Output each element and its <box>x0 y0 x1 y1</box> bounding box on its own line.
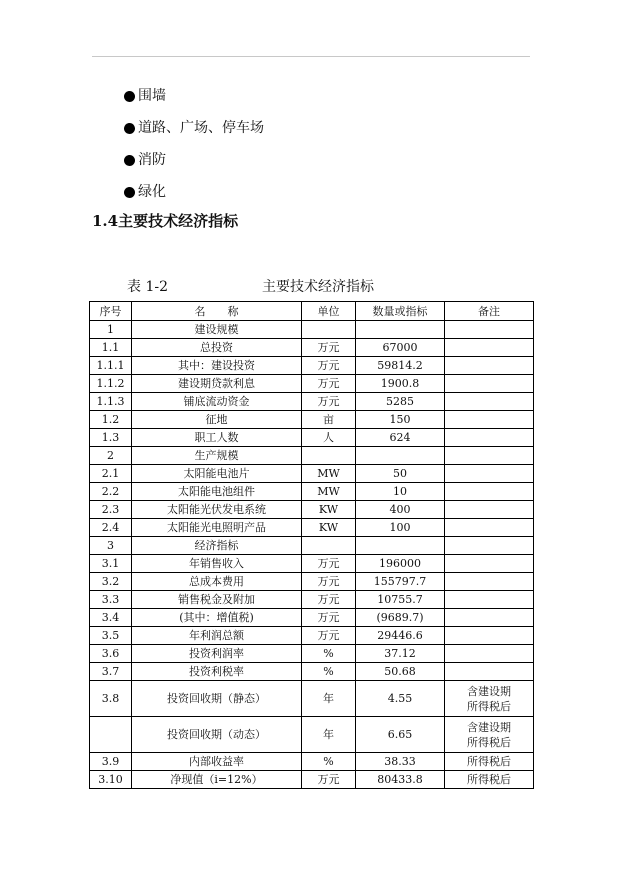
cell-value: 624 <box>356 429 445 447</box>
cell-unit: 万元 <box>302 357 356 375</box>
list-item-text: 绿化 <box>138 184 166 200</box>
table-row <box>90 375 534 393</box>
table-row <box>90 663 534 681</box>
cell-name: 太阳能光伏发电系统 <box>132 501 302 519</box>
cell-value: 6.65 <box>356 717 445 753</box>
cell-name: 投资利税率 <box>132 663 302 681</box>
bullet-dot-icon <box>124 155 135 166</box>
cell-name: 总成本费用 <box>132 573 302 591</box>
cell-name: (其中：增值税) <box>132 609 302 627</box>
table-row <box>90 555 534 573</box>
list-item <box>124 112 264 144</box>
cell-remark <box>445 429 534 447</box>
cell-unit: 万元 <box>302 555 356 573</box>
list-item-text: 道路、广场、停车场 <box>138 120 264 136</box>
cell-name: 太阳能光电照明产品 <box>132 519 302 537</box>
table-row <box>90 465 534 483</box>
table-row <box>90 429 534 447</box>
cell-value: 4.55 <box>356 681 445 717</box>
section-heading: 1.4主要技术经济指标 <box>92 212 239 230</box>
cell-unit: 万元 <box>302 339 356 357</box>
table-row <box>90 321 534 339</box>
bullet-dot-icon <box>124 187 135 198</box>
cell-unit: 万元 <box>302 627 356 645</box>
header-seq: 序号 <box>90 302 132 321</box>
cell-remark <box>445 411 534 429</box>
list-item <box>124 176 264 208</box>
cell-remark <box>445 537 534 555</box>
cell-unit: 人 <box>302 429 356 447</box>
cell-remark <box>445 627 534 645</box>
cell-remark <box>445 483 534 501</box>
cell-unit: 万元 <box>302 771 356 789</box>
cell-remark <box>445 717 534 753</box>
cell-remark <box>445 645 534 663</box>
indicators-table <box>89 301 534 789</box>
bullet-dot-icon <box>124 123 135 134</box>
list-item <box>124 144 264 176</box>
cell-seq: 2.1 <box>90 465 132 483</box>
header-remark: 备注 <box>445 302 534 321</box>
cell-unit: % <box>302 753 356 771</box>
cell-remark: 所得税后 <box>445 771 534 789</box>
cell-unit: KW <box>302 519 356 537</box>
cell-remark <box>445 465 534 483</box>
cell-value: 150 <box>356 411 445 429</box>
cell-seq: 1.2 <box>90 411 132 429</box>
header-value: 数量或指标 <box>356 302 445 321</box>
cell-value: 38.33 <box>356 753 445 771</box>
table-header-row <box>90 302 534 321</box>
cell-name: 太阳能电池片 <box>132 465 302 483</box>
cell-value: 67000 <box>356 339 445 357</box>
cell-name: 征地 <box>132 411 302 429</box>
cell-name: 其中：建设投资 <box>132 357 302 375</box>
bullet-list <box>124 80 264 208</box>
table-caption-number: 表 1-2 <box>127 279 168 295</box>
header-unit: 单位 <box>302 302 356 321</box>
list-item-text: 围墙 <box>138 88 166 104</box>
cell-unit: MW <box>302 483 356 501</box>
table-row <box>90 771 534 789</box>
cell-unit: % <box>302 645 356 663</box>
cell-remark <box>445 321 534 339</box>
cell-unit: 年 <box>302 717 356 753</box>
cell-name: 投资回收期（动态） <box>132 717 302 753</box>
cell-value: 196000 <box>356 555 445 573</box>
cell-name: 铺底流动资金 <box>132 393 302 411</box>
cell-seq: 3.1 <box>90 555 132 573</box>
cell-remark <box>445 375 534 393</box>
table-row <box>90 501 534 519</box>
table-row <box>90 519 534 537</box>
cell-remark <box>445 447 534 465</box>
cell-remark <box>445 681 534 717</box>
cell-name: 总投资 <box>132 339 302 357</box>
cell-name: 经济指标 <box>132 537 302 555</box>
cell-unit: 年 <box>302 681 356 717</box>
table-row <box>90 573 534 591</box>
table-row <box>90 753 534 771</box>
cell-seq: 3.7 <box>90 663 132 681</box>
cell-seq: 1.1.2 <box>90 375 132 393</box>
cell-remark <box>445 519 534 537</box>
cell-seq: 1.1.1 <box>90 357 132 375</box>
cell-seq: 3.9 <box>90 753 132 771</box>
cell-name: 年利润总额 <box>132 627 302 645</box>
table-row <box>90 609 534 627</box>
table-row <box>90 483 534 501</box>
bullet-dot-icon <box>124 91 135 102</box>
remark-line: 所得税后 <box>467 735 511 749</box>
table-row <box>90 591 534 609</box>
cell-seq: 3.3 <box>90 591 132 609</box>
cell-unit: 万元 <box>302 375 356 393</box>
cell-name: 净现值（i=12%） <box>132 771 302 789</box>
table-row <box>90 537 534 555</box>
cell-value: 100 <box>356 519 445 537</box>
cell-seq: 3 <box>90 537 132 555</box>
cell-name: 投资利润率 <box>132 645 302 663</box>
remark-line: 含建设期 <box>467 684 511 698</box>
cell-name: 生产规模 <box>132 447 302 465</box>
cell-unit <box>302 447 356 465</box>
cell-unit: 亩 <box>302 411 356 429</box>
cell-unit: 万元 <box>302 609 356 627</box>
table-row <box>90 645 534 663</box>
cell-seq: 3.6 <box>90 645 132 663</box>
cell-name: 内部收益率 <box>132 753 302 771</box>
table-row <box>90 357 534 375</box>
cell-seq: 1.1.3 <box>90 393 132 411</box>
cell-value: 10755.7 <box>356 591 445 609</box>
cell-value <box>356 321 445 339</box>
cell-unit: 万元 <box>302 393 356 411</box>
cell-name: 年销售收入 <box>132 555 302 573</box>
cell-value: 155797.7 <box>356 573 445 591</box>
cell-seq: 2.2 <box>90 483 132 501</box>
cell-value <box>356 447 445 465</box>
table-row <box>90 339 534 357</box>
cell-remark <box>445 591 534 609</box>
cell-seq: 3.5 <box>90 627 132 645</box>
cell-value: (9689.7) <box>356 609 445 627</box>
cell-seq: 1 <box>90 321 132 339</box>
cell-value: 29446.6 <box>356 627 445 645</box>
table-row <box>90 681 534 717</box>
cell-seq: 2.3 <box>90 501 132 519</box>
cell-value: 50.68 <box>356 663 445 681</box>
cell-name: 投资回收期（静态） <box>132 681 302 717</box>
page-header-rule <box>92 56 530 57</box>
cell-value: 59814.2 <box>356 357 445 375</box>
list-item <box>124 80 264 112</box>
cell-name: 太阳能电池组件 <box>132 483 302 501</box>
table-row <box>90 717 534 753</box>
cell-remark <box>445 357 534 375</box>
cell-remark <box>445 573 534 591</box>
table-caption-title: 主要技术经济指标 <box>262 279 374 295</box>
cell-value: 10 <box>356 483 445 501</box>
cell-seq: 3.2 <box>90 573 132 591</box>
cell-remark <box>445 609 534 627</box>
cell-seq: 3.8 <box>90 681 132 717</box>
table-row <box>90 393 534 411</box>
list-item-text: 消防 <box>138 152 166 168</box>
cell-unit: 万元 <box>302 573 356 591</box>
cell-name: 建设期贷款利息 <box>132 375 302 393</box>
cell-unit: % <box>302 663 356 681</box>
table-row <box>90 447 534 465</box>
cell-name: 建设规模 <box>132 321 302 339</box>
cell-unit <box>302 321 356 339</box>
cell-value: 400 <box>356 501 445 519</box>
cell-remark <box>445 555 534 573</box>
cell-remark <box>445 501 534 519</box>
cell-remark <box>445 393 534 411</box>
cell-value: 5285 <box>356 393 445 411</box>
header-name: 名 称 <box>132 302 302 321</box>
cell-value: 37.12 <box>356 645 445 663</box>
cell-seq: 3.10 <box>90 771 132 789</box>
cell-value: 1900.8 <box>356 375 445 393</box>
cell-unit: MW <box>302 465 356 483</box>
remark-line: 含建设期 <box>467 720 511 734</box>
cell-seq <box>90 717 132 753</box>
cell-remark <box>445 663 534 681</box>
cell-unit <box>302 537 356 555</box>
cell-seq: 2.4 <box>90 519 132 537</box>
cell-value: 80433.8 <box>356 771 445 789</box>
cell-value <box>356 537 445 555</box>
remark-line: 所得税后 <box>467 699 511 713</box>
cell-unit: KW <box>302 501 356 519</box>
cell-value: 50 <box>356 465 445 483</box>
cell-remark: 所得税后 <box>445 753 534 771</box>
cell-seq: 1.1 <box>90 339 132 357</box>
cell-name: 职工人数 <box>132 429 302 447</box>
cell-seq: 3.4 <box>90 609 132 627</box>
table-row <box>90 627 534 645</box>
cell-unit: 万元 <box>302 591 356 609</box>
cell-remark <box>445 339 534 357</box>
table-row <box>90 411 534 429</box>
cell-seq: 2 <box>90 447 132 465</box>
cell-name: 销售税金及附加 <box>132 591 302 609</box>
cell-seq: 1.3 <box>90 429 132 447</box>
